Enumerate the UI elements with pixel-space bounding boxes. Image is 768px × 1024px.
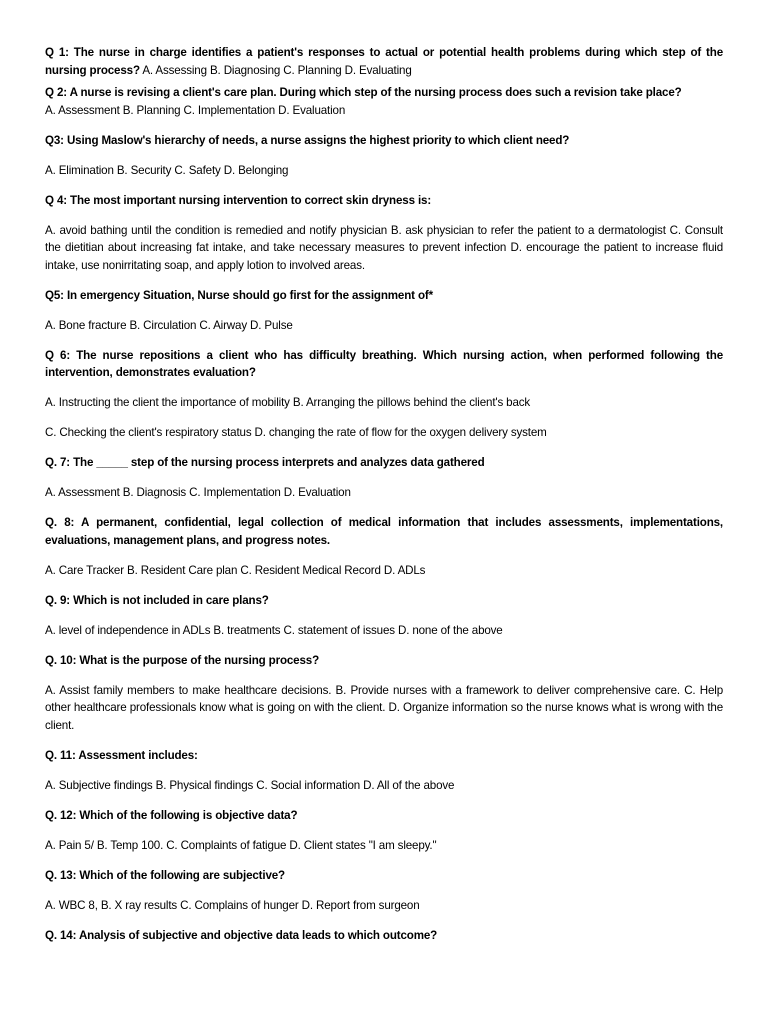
question-1 xyxy=(45,44,723,79)
question-6-text: Q 6: The nurse repositions a client who has difficulty breathing. Which nursing action, when performed following the intervention, demonstrates evaluation? xyxy=(45,348,723,379)
question-5-text: Q5: In emergency Situation, Nurse should go first for the assignment of* xyxy=(45,288,433,302)
question-8-options: A. Care Tracker B. Resident Care plan C. Resident Medical Record D. ADLs xyxy=(45,563,426,577)
question-10-text: Q. 10: What is the purpose of the nursing process? xyxy=(45,653,320,667)
question-11-text: Q. 11: Assessment includes: xyxy=(45,748,198,762)
question-13-options: A. WBC 8, B. X ray results C. Complains of hunger D. Report from surgeon xyxy=(45,898,420,912)
question-9-text: Q. 9: Which is not included in care plans? xyxy=(45,593,269,607)
question-6-options-2: C. Checking the client's respiratory status D. changing the rate of flow for the oxygen delivery system xyxy=(45,426,547,439)
question-2-text: Q 2: A nurse is revising a client's care plan. During which step of the nursing process does such a revision take place? xyxy=(45,86,682,99)
question-8-text: Q. 8: A permanent, confidential, legal collection of medical information that includes assessments, implementations, evaluations, management plans, and progress notes. xyxy=(45,516,723,547)
question-4-text: Q 4: The most important nursing intervention to correct skin dryness is: xyxy=(45,193,432,207)
question-11-options: A. Subjective findings B. Physical findings C. Social information D. All of the above xyxy=(45,778,455,792)
question-6-options-1: A. Instructing the client the importance of mobility B. Arranging the pillows behind the client's back xyxy=(45,396,531,409)
question-4-options: A. avoid bathing until the condition is remedied and notify physician B. ask physician to refer the patient to a dermatologist C. Consult the dietitian about increasing fat intake, and take necessary measures to prevent infection D. encourage the patient to increase fluid intake, use nonirritating soap, and apply lotion to involved areas. xyxy=(45,223,723,272)
question-3-text: Q3: Using Maslow's hierarchy of needs, a nurse assigns the highest priority to which client need? xyxy=(45,133,570,147)
question-10-options: A. Assist family members to make healthcare decisions. B. Provide nurses with a framework to deliver comprehensive care. C. Help other healthcare professionals know what is going on with the client. D. Organize information so the nurse knows what is wrong with the client. xyxy=(45,683,723,732)
question-1-options: A. Assessing B. Diagnosing C. Planning D. Evaluating xyxy=(139,63,412,77)
question-9-options: A. level of independence in ADLs B. treatments C. statement of issues D. none of the above xyxy=(45,623,503,637)
question-13-text: Q. 13: Which of the following are subjective? xyxy=(45,868,285,882)
question-12-text: Q. 12: Which of the following is objective data? xyxy=(45,808,298,822)
question-3-options: A. Elimination B. Security C. Safety D. Belonging xyxy=(45,163,289,177)
question-2 xyxy=(45,84,723,119)
question-1-text: Q 1: The nurse in charge identifies a patient's responses to actual or potential health problems during which step of the nursing process? xyxy=(45,46,723,77)
question-7-options: A. Assessment B. Diagnosis C. Implementation D. Evaluation xyxy=(45,486,351,499)
question-2-options: A. Assessment B. Planning C. Implementation D. Evaluation xyxy=(45,103,346,117)
question-14-text: Q. 14: Analysis of subjective and objective data leads to which outcome? xyxy=(45,928,438,942)
question-5-options: A. Bone fracture B. Circulation C. Airway D. Pulse xyxy=(45,318,293,332)
question-12-options: A. Pain 5/ B. Temp 100. C. Complaints of fatigue D. Client states "I am sleepy." xyxy=(45,838,437,852)
question-7-text: Q. 7: The _____ step of the nursing process interprets and analyzes data gathered xyxy=(45,456,485,469)
